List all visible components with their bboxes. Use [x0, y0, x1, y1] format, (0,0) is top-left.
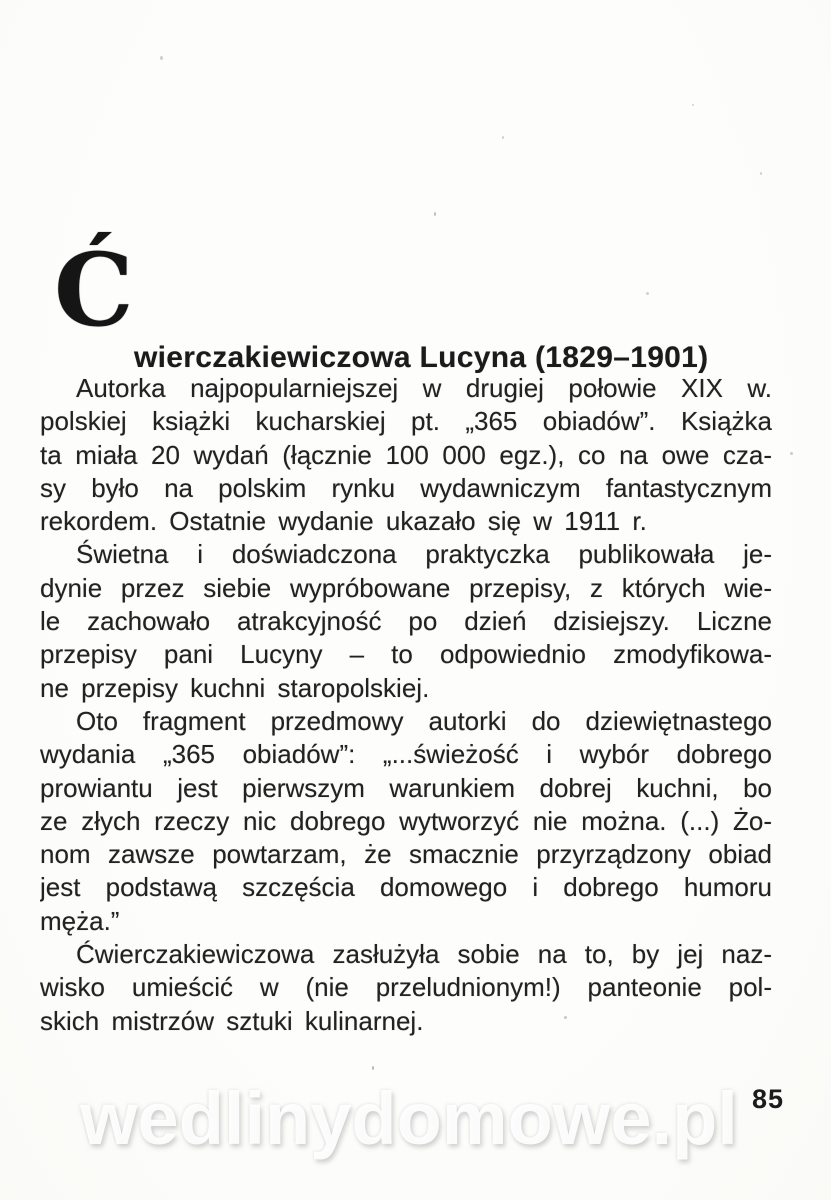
text-line: Ćwierczakiewiczowa zasłużyła sobie na to, by jej naz- [76, 939, 772, 970]
text-line: wydania „365 obiadów”: „...świeżość i wybór dobrego [40, 739, 772, 770]
text-line: wisko umieścić w (nie przeludnionym!) panteonie pol- [40, 972, 772, 1003]
entry-heading: wierczakiewiczowa Lucyna (1829–1901) [134, 341, 709, 375]
text-line: polskiej książki kucharskiej pt. „365 obiadów”. Książka [40, 406, 772, 437]
text-line: jest podstawą szczęścia domowego i dobrego humoru [40, 872, 772, 903]
watermark-text: wedlinydomowe.pl [80, 1077, 738, 1160]
text-line: skich mistrzów sztuki kulinarnej. [40, 1005, 424, 1036]
page-number: 85 [752, 1084, 785, 1114]
text-line: nom zawsze powtarzam, że smacznie przyrządzony obiad [40, 839, 772, 870]
text-line: Oto fragment przedmowy autorki do dziewiętnastego [76, 705, 772, 736]
scan-speck [692, 104, 694, 106]
text-line: dynie przez siebie wypróbowane przepisy, z których wie- [40, 572, 772, 603]
text-line: ze złych rzeczy nic dobrego wytworzyć nie można. (...) Żo- [40, 805, 772, 836]
text-line: Świetna i doświadczona praktyczka publikowała je- [76, 539, 772, 570]
scan-speck [160, 56, 163, 60]
text-line: prowiantu jest pierwszym warunkiem dobrej kuchni, bo [40, 772, 772, 803]
scan-speck [372, 1066, 374, 1070]
scan-speck [760, 172, 762, 175]
text-line: ta miała 20 wydań (łącznie 100 000 egz.), co na owe cza- [40, 439, 772, 470]
text-line: le zachowało atrakcyjność po dzień dzisiejszy. Liczne [40, 606, 772, 637]
text-line: sy było na polskim rynku wydawniczym fantastycznym [40, 472, 772, 503]
text-line: przepisy pani Lucyny – to odpowiednio zmodyfikowa- [40, 639, 772, 670]
scan-speck [502, 136, 504, 139]
entry-body [40, 372, 772, 1038]
text-line: Autorka najpopularniejszej w drugiej połowie XIX w. [76, 373, 772, 403]
text-line: ne przepisy kuchni staropolskiej. [40, 672, 430, 703]
text-line: rekordem. Ostatnie wydanie ukazało się w 1911 r. [40, 506, 647, 537]
text-line: męża.” [40, 905, 120, 936]
scan-speck [434, 212, 436, 216]
scan-speck [646, 292, 649, 295]
drop-cap-letter: Ć [54, 231, 134, 349]
scan-speck [790, 452, 793, 455]
